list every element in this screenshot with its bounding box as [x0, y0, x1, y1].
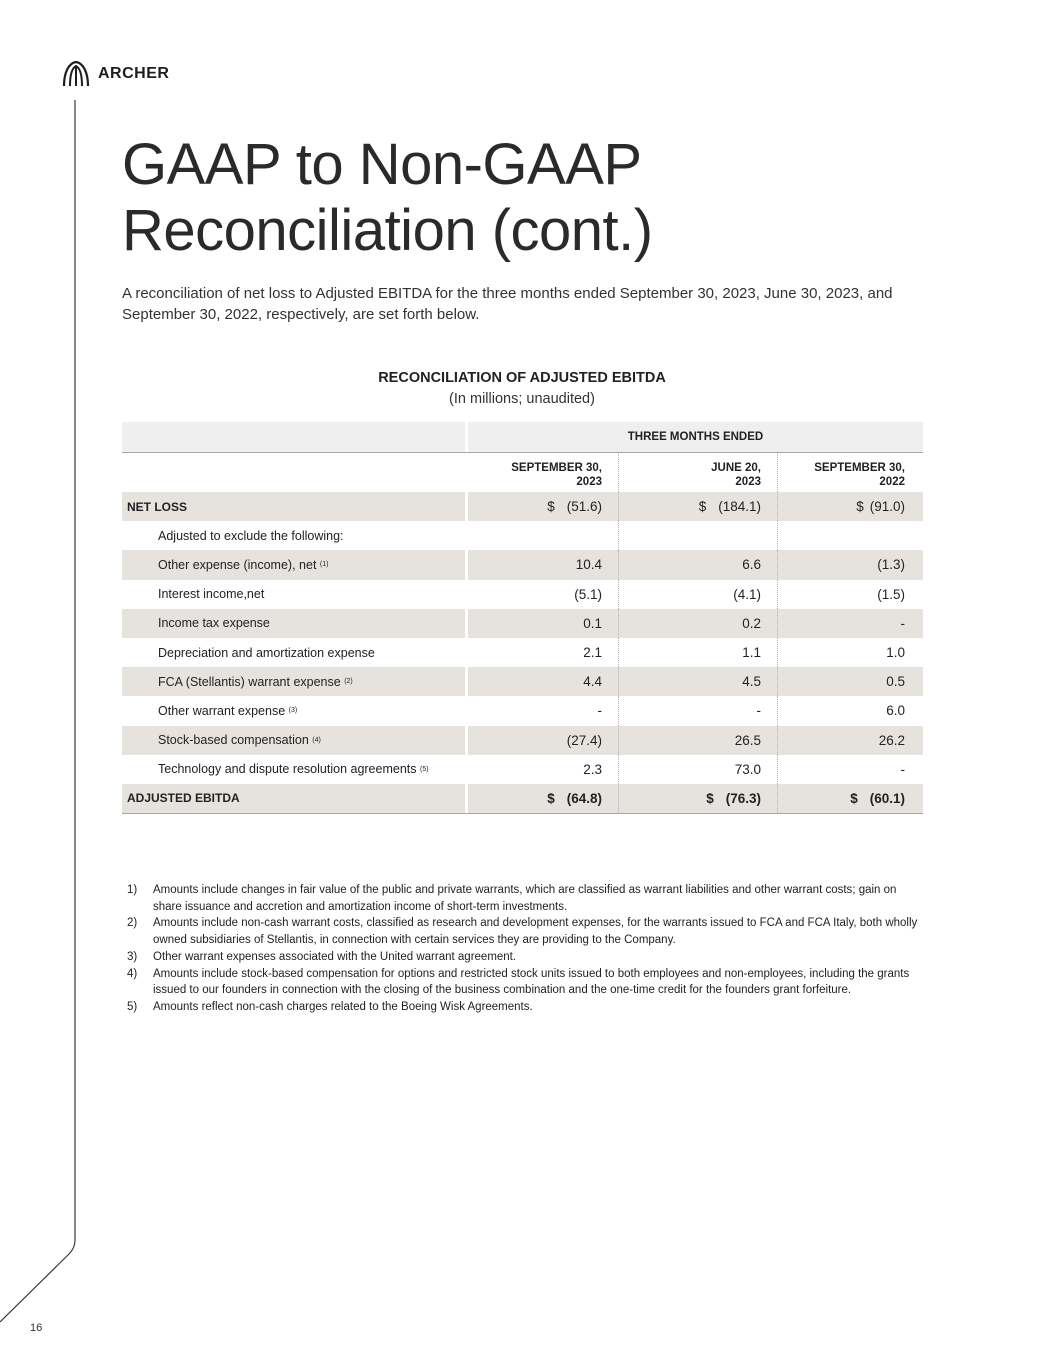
- table-group-header-row: [122, 422, 923, 452]
- column-header-sep-2022: SEPTEMBER 30, 2022: [814, 462, 905, 488]
- table-row: [122, 638, 923, 667]
- brand-name: ARCHER: [98, 65, 170, 82]
- row-label: FCA (Stellantis) warrant expense (2): [122, 667, 465, 696]
- row-value: (1.5): [877, 586, 905, 602]
- footnote-item: 3) Other warrant expenses associated with the United warrant agreement.: [127, 950, 517, 963]
- table-row: [122, 726, 923, 755]
- row-value: 73.0: [619, 755, 778, 784]
- row-label: Technology and dispute resolution agreements (5): [158, 762, 429, 777]
- page-title: [122, 132, 922, 264]
- row-value: -: [468, 696, 619, 725]
- column-header-sep-2023: SEPTEMBER 30, 2023: [468, 453, 619, 492]
- row-value: 4.4: [468, 667, 619, 696]
- intro-paragraph: A reconciliation of net loss to Adjusted EBITDA for the three months ended September 30, 2023, June 30, 2023, and September 30, 2022, respectively, are set forth below.: [122, 285, 893, 323]
- row-label: NET LOSS: [122, 492, 465, 521]
- row-value: 26.2: [778, 726, 923, 755]
- row-value: 2.1: [468, 638, 619, 667]
- row-label: Depreciation and amortization expense: [158, 645, 375, 660]
- row-value: (4.1): [619, 580, 778, 609]
- row-value: (27.4): [468, 726, 619, 755]
- footnote-item: 2) Amounts include non-cash warrant costs, classified as research and development expenses, for the warrants issued to FCA and FCA Italy, both wholly owned subsidiaries of Stellantis, in connection with certain services they are providing to the Company.: [127, 917, 918, 947]
- column-header-jun-2023: JUNE 20, 2023: [619, 453, 778, 492]
- table-row: [122, 609, 923, 638]
- footnote-item: 5) Amounts reflect non-cash charges related to the Boeing Wisk Agreements.: [127, 1000, 533, 1013]
- row-value: 10.4: [468, 550, 619, 579]
- row-value: 2.3: [468, 755, 619, 784]
- row-value: 4.5: [619, 667, 778, 696]
- row-value: 0.5: [778, 667, 923, 696]
- row-value: 6.0: [886, 703, 905, 719]
- table-row: [122, 580, 923, 609]
- footnote-item: 1) Amounts include changes in fair value of the public and private warrants, which are classified as warrant liabilities and other warrant costs; gain on share issuance and accretion and amortization income of short-term investments.: [127, 884, 897, 913]
- row-value: 1.0: [886, 645, 905, 661]
- row-label: Stock-based compensation (4): [122, 726, 465, 755]
- row-label: Interest income,net: [158, 587, 265, 602]
- row-value: 1.1: [619, 638, 778, 667]
- row-value: 0.1: [468, 609, 619, 638]
- row-label: Income tax expense: [122, 609, 465, 638]
- table-row-adjusted-ebitda: ADJUSTED EBITDA $ (64.8) $ (76.3) $ (60.1): [122, 784, 923, 813]
- row-label: Other expense (income), net (1): [122, 550, 465, 579]
- reconciliation-table: [122, 422, 923, 814]
- row-value: 26.5: [619, 726, 778, 755]
- row-value: (1.3): [778, 550, 923, 579]
- table-row-adjusted-label: [122, 521, 923, 550]
- row-label: Adjusted to exclude the following:: [158, 528, 344, 543]
- row-value: -: [619, 696, 778, 725]
- row-label: ADJUSTED EBITDA: [122, 784, 465, 813]
- table-row: [122, 550, 923, 579]
- page-number: 16: [30, 1322, 43, 1334]
- page-title-line-1: GAAP to Non-GAAP: [122, 132, 642, 197]
- row-value: -: [900, 761, 905, 777]
- table-column-header-row: [122, 453, 923, 492]
- table-row: [122, 755, 923, 784]
- brand-logo: [62, 60, 169, 88]
- page-title-line-2: Reconciliation (cont.): [122, 198, 653, 263]
- footnotes: [127, 882, 923, 1016]
- row-value: -: [778, 609, 923, 638]
- table-row: [122, 667, 923, 696]
- table-subtitle: (In millions; unaudited): [449, 391, 595, 407]
- row-value: (5.1): [468, 580, 619, 609]
- table-title: RECONCILIATION OF ADJUSTED EBITDA: [378, 370, 666, 386]
- table-row: [122, 696, 923, 725]
- archer-wing-icon: [62, 60, 90, 88]
- row-value: 6.6: [619, 550, 778, 579]
- row-value: 0.2: [619, 609, 778, 638]
- row-label: Other warrant expense (3): [158, 703, 298, 718]
- footnote-item: 4) Amounts include stock-based compensation for options and restricted stock units issued to both employees and non-employees, including the grants issued to our founders in connection with the closing of the business combination and the one-time credit for the founders grant forfeiture.: [127, 967, 910, 997]
- group-header-three-months-ended: THREE MONTHS ENDED: [468, 422, 923, 452]
- table-row-net-loss: NET LOSS $ (51.6) $ (184.1) $ (91.0): [122, 492, 923, 521]
